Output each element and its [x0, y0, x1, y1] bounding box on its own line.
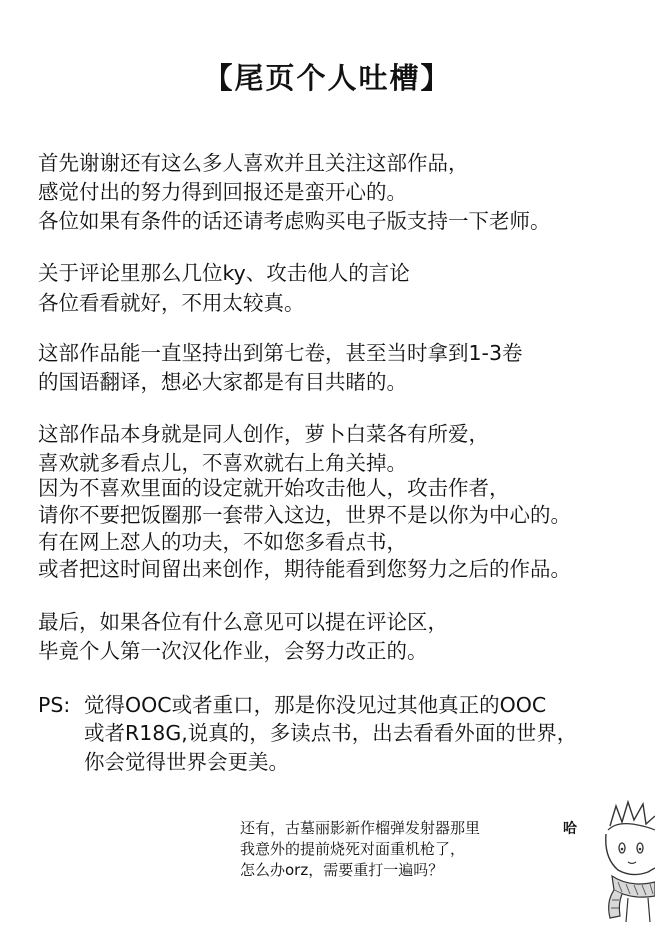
ps-line-2: 或者R18G,说真的，多读点书，出去看看外面的世界， — [84, 721, 578, 745]
ps-label: PS: — [38, 693, 71, 717]
ps-line-3: 你会觉得世界会更美。 — [84, 750, 289, 774]
ps-line-1: 觉得OOC或者重口，那是你没见过其他真正的OOC — [84, 693, 547, 717]
paragraph-1-line-3: 各位如果有条件的话还请考虑购买电子版支持一下老师。 — [38, 209, 551, 233]
paragraph-3-line-1: 这部作品能一直坚持出到第七卷，甚至当时拿到1-3卷 — [38, 341, 523, 365]
page-title: 【尾页个人吐槽】 — [203, 61, 452, 95]
paragraph-1-line-1: 首先谢谢还有这么多人喜欢并且关注这部作品， — [38, 151, 469, 175]
paragraph-4-line-1: 这部作品本身就是同人创作，萝卜白菜各有所爱， — [38, 422, 489, 446]
paragraph-2-line-1: 关于评论里那么几位ky、攻击他人的言论 — [38, 261, 410, 285]
paragraph-5-line-1: 最后，如果各位有什么意见可以提在评论区， — [38, 610, 448, 634]
laugh-text: 哈 — [563, 821, 577, 837]
note-line-1: 还有，古墓丽影新作榴弹发射器那里 — [240, 819, 481, 837]
paragraph-4-line-2: 喜欢就多看点儿，不喜欢就右上角关掉。 — [38, 451, 407, 475]
paragraph-2-line-2: 各位看看就好，不用太较真。 — [38, 291, 305, 315]
paragraph-4-line-6: 或者把这时间留出来创作，期待能看到您努力之后的作品。 — [38, 557, 571, 581]
paragraph-4-line-4: 请你不要把饭圈那一套带入这边，世界不是以你为中心的。 — [38, 503, 571, 527]
character-doodle-icon — [588, 796, 655, 922]
paragraph-1-line-2: 感觉付出的努力得到回报还是蛮开心的。 — [38, 180, 407, 204]
paragraph-5-line-2: 毕竟个人第一次汉化作业，会努力改正的。 — [38, 639, 428, 663]
paragraph-3-line-2: 的国语翻译，想必大家都是有目共睹的。 — [38, 370, 407, 394]
paragraph-4-line-5: 有在网上怼人的功夫，不如您多看点书， — [38, 530, 407, 554]
note-line-3: 怎么办orz，需要重打一遍吗？ — [240, 861, 444, 879]
paragraph-4-line-3: 因为不喜欢里面的设定就开始攻击他人，攻击作者， — [38, 476, 510, 500]
note-line-2: 我意外的提前烧死对面重机枪了， — [240, 840, 466, 858]
